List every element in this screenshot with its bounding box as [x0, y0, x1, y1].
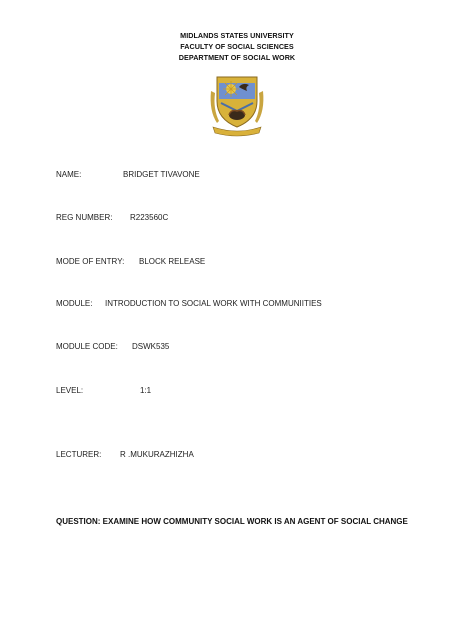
level-label: LEVEL:	[56, 386, 84, 395]
university-crest-icon	[209, 71, 265, 137]
name-value: BRIDGET TIVAVONE	[123, 170, 200, 179]
lecturer-value: R .MUKURAZHIZHA	[120, 450, 194, 459]
lecturer-label: LECTURER:	[56, 450, 102, 459]
mode-of-entry-label: MODE OF ENTRY:	[56, 257, 125, 266]
level-value: 1:1	[140, 386, 152, 395]
reg-number-label: REG NUMBER:	[56, 213, 113, 222]
module-code-value: DSWK535	[132, 342, 170, 351]
module-code-label: MODULE CODE:	[56, 342, 118, 351]
module-value: INTRODUCTION TO SOCIAL WORK WITH COMMUNIITIES	[105, 299, 322, 308]
assignment-question: QUESTION: EXAMINE HOW COMMUNITY SOCIAL WORK IS AN AGENT OF SOCIAL CHANGE	[56, 517, 408, 526]
module-label: MODULE:	[56, 299, 93, 308]
university-name: MIDLANDS STATES UNIVERSITY	[180, 31, 294, 40]
name-label: NAME:	[56, 170, 82, 179]
mode-of-entry-value: BLOCK RELEASE	[139, 257, 206, 266]
document-header	[0, 30, 474, 63]
faculty-name: FACULTY OF SOCIAL SCIENCES	[180, 42, 294, 51]
department-name: DEPARTMENT OF SOCIAL WORK	[178, 53, 296, 62]
reg-number-value: R223560C	[130, 213, 169, 222]
